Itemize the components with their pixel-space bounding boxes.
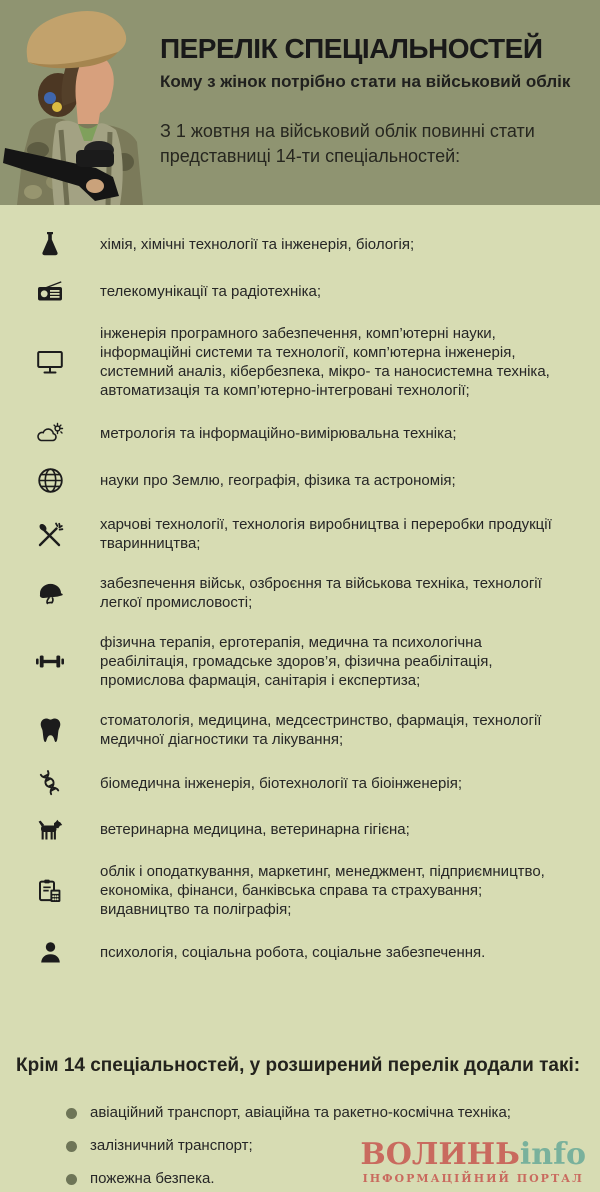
list-item xyxy=(0,862,600,919)
list-item-text: психологія, соціальна робота, соціальне забезпечення. xyxy=(100,944,486,961)
extended-item-text: пожежна безпека. xyxy=(90,1170,215,1187)
logo-accent-text: info xyxy=(519,1137,586,1172)
list-item xyxy=(0,633,600,690)
list-item-text: біомедична інженерія, біотехнології та біоінженерія; xyxy=(100,775,462,792)
list-item-text: науки про Землю, географія, фізика та астрономія; xyxy=(100,472,456,489)
list-item-text: облік і оподаткування, маркетинг, менеджмент, підприємництво, економіка, фінанси, банківська справа та страхування; видавництво та поліграфія; xyxy=(100,863,545,918)
dumbbell-icon xyxy=(0,650,100,673)
bullet-icon xyxy=(66,1174,77,1185)
bullet-icon xyxy=(66,1141,77,1152)
logo-tagline: ІНФОРМАЦІЙНИЙ ПОРТАЛ xyxy=(362,1172,584,1185)
bullet-icon xyxy=(66,1108,77,1119)
helmet-icon xyxy=(0,580,100,607)
extended-item-text: залізничний транспорт; xyxy=(90,1137,253,1154)
list-item-text: забезпечення військ, озброєння та військова техніка, технології легкої промисловості; xyxy=(100,575,542,611)
list-item-text: хімія, хімічні технології та інженерія, біологія; xyxy=(100,236,415,253)
logo-wordmark xyxy=(360,1137,586,1172)
list-item xyxy=(0,711,600,749)
tooth-icon xyxy=(0,717,100,744)
header-text xyxy=(160,33,580,169)
list-item xyxy=(0,324,600,400)
list-item-text: метрологія та інформаційно-вимірювальна техніка; xyxy=(100,425,457,442)
list-item xyxy=(0,818,600,841)
page-title: ПЕРЕЛІК СПЕЦІАЛЬНОСТЕЙ xyxy=(160,33,543,64)
clipboard-calculator-icon xyxy=(0,878,100,904)
list-item-text: інженерія програмного забезпечення, комп’ютерні науки, інформаційні системи та технології, комп’ютерна інженерія, системний аналіз, кібербезпека, мікро- та наносистемна техніка, автоматизація та комп’ютерно-інтегровані технології; xyxy=(100,325,550,399)
list-item-text: харчові технології, технологія виробництва і переробки продукції тваринництва; xyxy=(100,516,552,552)
list-item-text: стоматологія, медицина, медсестринство, фармація, технології медичної діагностики та лікування; xyxy=(100,712,542,748)
volyninfo-logo xyxy=(360,1137,586,1185)
globe-icon xyxy=(0,467,100,494)
list-item xyxy=(0,574,600,612)
radio-icon xyxy=(0,279,100,303)
list-item-text: ветеринарна медицина, ветеринарна гігієна; xyxy=(100,821,410,838)
soldier-photo xyxy=(0,0,155,205)
dna-icon xyxy=(0,770,100,797)
list-item xyxy=(0,770,600,797)
cutlery-icon xyxy=(0,521,100,548)
header xyxy=(0,0,600,205)
monitor-icon xyxy=(0,349,100,375)
logo-main-text: ВОЛИНЬ xyxy=(360,1137,520,1172)
list-item-text: фізична терапія, ерготерапія, медична та психологічна реабілітація, громадське здоров’я, фізична реабілітація, промислова фармація, санітарія і експертиза; xyxy=(100,634,493,689)
list-item xyxy=(0,421,600,446)
person-icon xyxy=(0,940,100,965)
list-item-text: телекомунікації та радіотехніка; xyxy=(100,282,322,300)
page-subtitle: Кому з жінок потрібно стати на військовий облік xyxy=(160,72,571,92)
list-item xyxy=(0,467,600,494)
dog-icon xyxy=(0,818,100,841)
specialties-list xyxy=(0,205,600,965)
list-item xyxy=(0,279,600,303)
extended-item-text: авіаційний транспорт, авіаційна та ракетно-космічна техніка; xyxy=(90,1104,511,1121)
extended-list-item xyxy=(66,1104,600,1122)
list-item xyxy=(0,940,600,965)
list-item xyxy=(0,515,600,553)
extended-heading: Крім 14 спеціальностей, у розширений перелік додали такі: xyxy=(16,1055,581,1076)
list-item xyxy=(0,231,600,258)
flask-icon xyxy=(0,231,100,258)
meteo-icon xyxy=(0,421,100,446)
intro-text: З 1 жовтня на військовий облік повинні стати представниці 14-ти спеціальностей: xyxy=(160,121,535,167)
